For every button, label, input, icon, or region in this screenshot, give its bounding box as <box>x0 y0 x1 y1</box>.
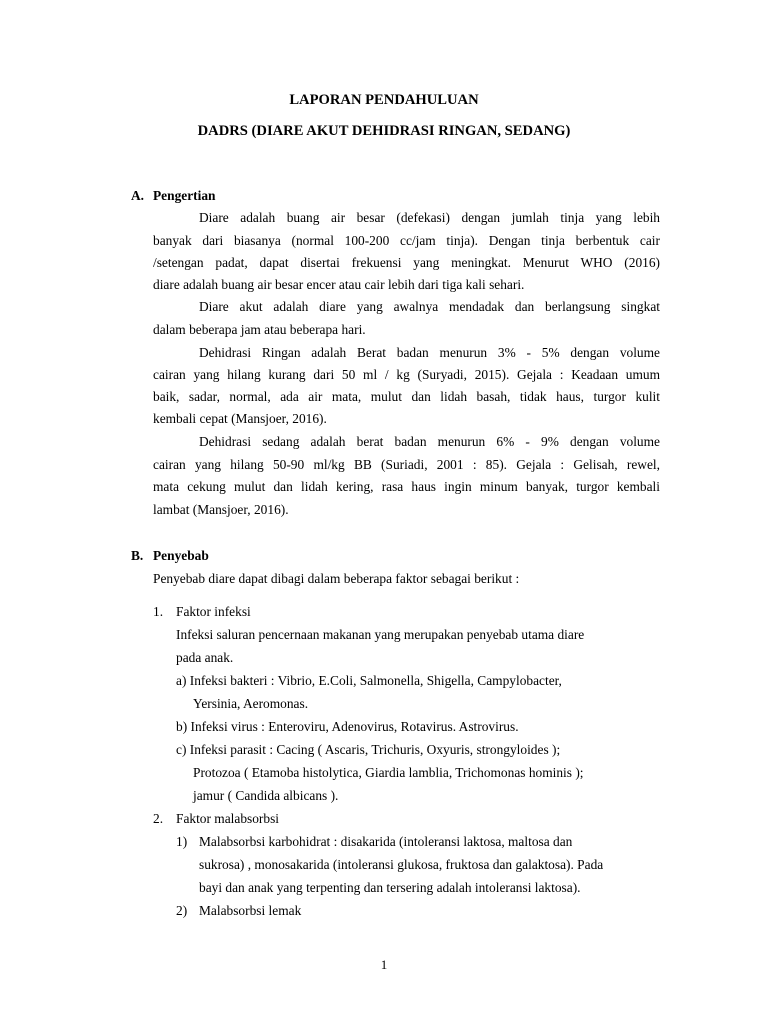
paragraph-line: cairan yang hilang kurang dari 50 ml / kg (Suryadi, 2015). Gejala : Keadaan umum <box>153 367 660 382</box>
list-item-text: Protozoa ( Etamoba histolytica, Giardia lamblia, Trichomonas hominis ); <box>193 765 584 780</box>
sublist-marker: 1) <box>176 834 188 849</box>
sublist-marker: 2) <box>176 903 188 918</box>
list-item-text: jamur ( Candida albicans ). <box>193 788 339 803</box>
paragraph-line: mata cekung mulut dan lidah kering, rasa haus ingin minum banyak, turgor kembali <box>153 479 660 494</box>
list-item-text: Yersinia, Aeromonas. <box>193 696 309 711</box>
list-item-text: pada anak. <box>176 650 234 665</box>
page-number: 1 <box>380 957 388 972</box>
paragraph-line: Diare akut adalah diare yang awalnya mendadak dan berlangsung singkat <box>199 299 660 314</box>
paragraph-line: lambat (Mansjoer, 2016). <box>153 502 289 517</box>
list-item-marker: 1. <box>153 604 164 619</box>
section-a-heading: Pengertian <box>153 188 216 203</box>
section-b-heading: Penyebab <box>153 548 209 563</box>
paragraph-line: Dehidrasi Ringan adalah Berat badan menurun 3% - 5% dengan volume <box>199 345 660 360</box>
list-item-text: b) Infeksi virus : Enteroviru, Adenovirus, Rotavirus. Astrovirus. <box>176 719 519 734</box>
list-item-marker: 2. <box>153 811 164 826</box>
list-item-text: sukrosa) , monosakarida (intoleransi glukosa, fruktosa dan galaktosa). Pada <box>199 857 604 872</box>
list-item-text: Malabsorbsi karbohidrat : disakarida (intoleransi laktosa, maltosa dan <box>199 834 573 849</box>
section-b-intro: Penyebab diare dapat dibagi dalam beberapa faktor sebagai berikut : <box>153 571 520 586</box>
list-item-text: c) Infeksi parasit : Cacing ( Ascaris, Trichuris, Oxyuris, strongyloides ); <box>176 742 561 757</box>
list-item-text: a) Infeksi bakteri : Vibrio, E.Coli, Salmonella, Shigella, Campylobacter, <box>176 673 562 688</box>
section-b-marker: B. <box>131 548 144 563</box>
paragraph-line: /setengan padat, dapat disertai frekuensi yang meningkat. Menurut WHO (2016) <box>153 255 660 270</box>
section-a-marker: A. <box>131 188 145 203</box>
paragraph-line: dalam beberapa jam atau beberapa hari. <box>153 322 366 337</box>
list-item-heading: Faktor infeksi <box>176 604 251 619</box>
document-title: LAPORAN PENDAHULUAN <box>289 92 479 108</box>
document-subtitle: DADRS (DIARE AKUT DEHIDRASI RINGAN, SEDANG) <box>197 123 571 139</box>
paragraph-line: baik, sadar, normal, ada air mata, mulut dan lidah basah, tidak haus, turgor kulit <box>153 389 660 404</box>
paragraph-line: Dehidrasi sedang adalah berat badan menurun 6% - 9% dengan volume <box>199 434 660 449</box>
paragraph-line: kembali cepat (Mansjoer, 2016). <box>153 411 327 426</box>
list-item-text: Malabsorbsi lemak <box>199 903 302 918</box>
paragraph-line: cairan yang hilang 50-90 ml/kg BB (Suriadi, 2001 : 85). Gejala : Gelisah, rewel, <box>153 457 660 472</box>
paragraph-line: banyak dari biasanya (normal 100-200 cc/jam tinja). Dengan tinja berbentuk cair <box>153 233 660 248</box>
paragraph-line: Diare adalah buang air besar (defekasi) dengan jumlah tinja yang lebih <box>199 210 660 225</box>
list-item-text: bayi dan anak yang terpenting dan tersering adalah intoleransi laktosa). <box>199 880 581 895</box>
list-item-heading: Faktor malabsorbsi <box>176 811 280 826</box>
list-item-text: Infeksi saluran pencernaan makanan yang merupakan penyebab utama diare <box>176 627 585 642</box>
paragraph-line: diare adalah buang air besar encer atau cair lebih dari tiga kali sehari. <box>153 277 525 292</box>
